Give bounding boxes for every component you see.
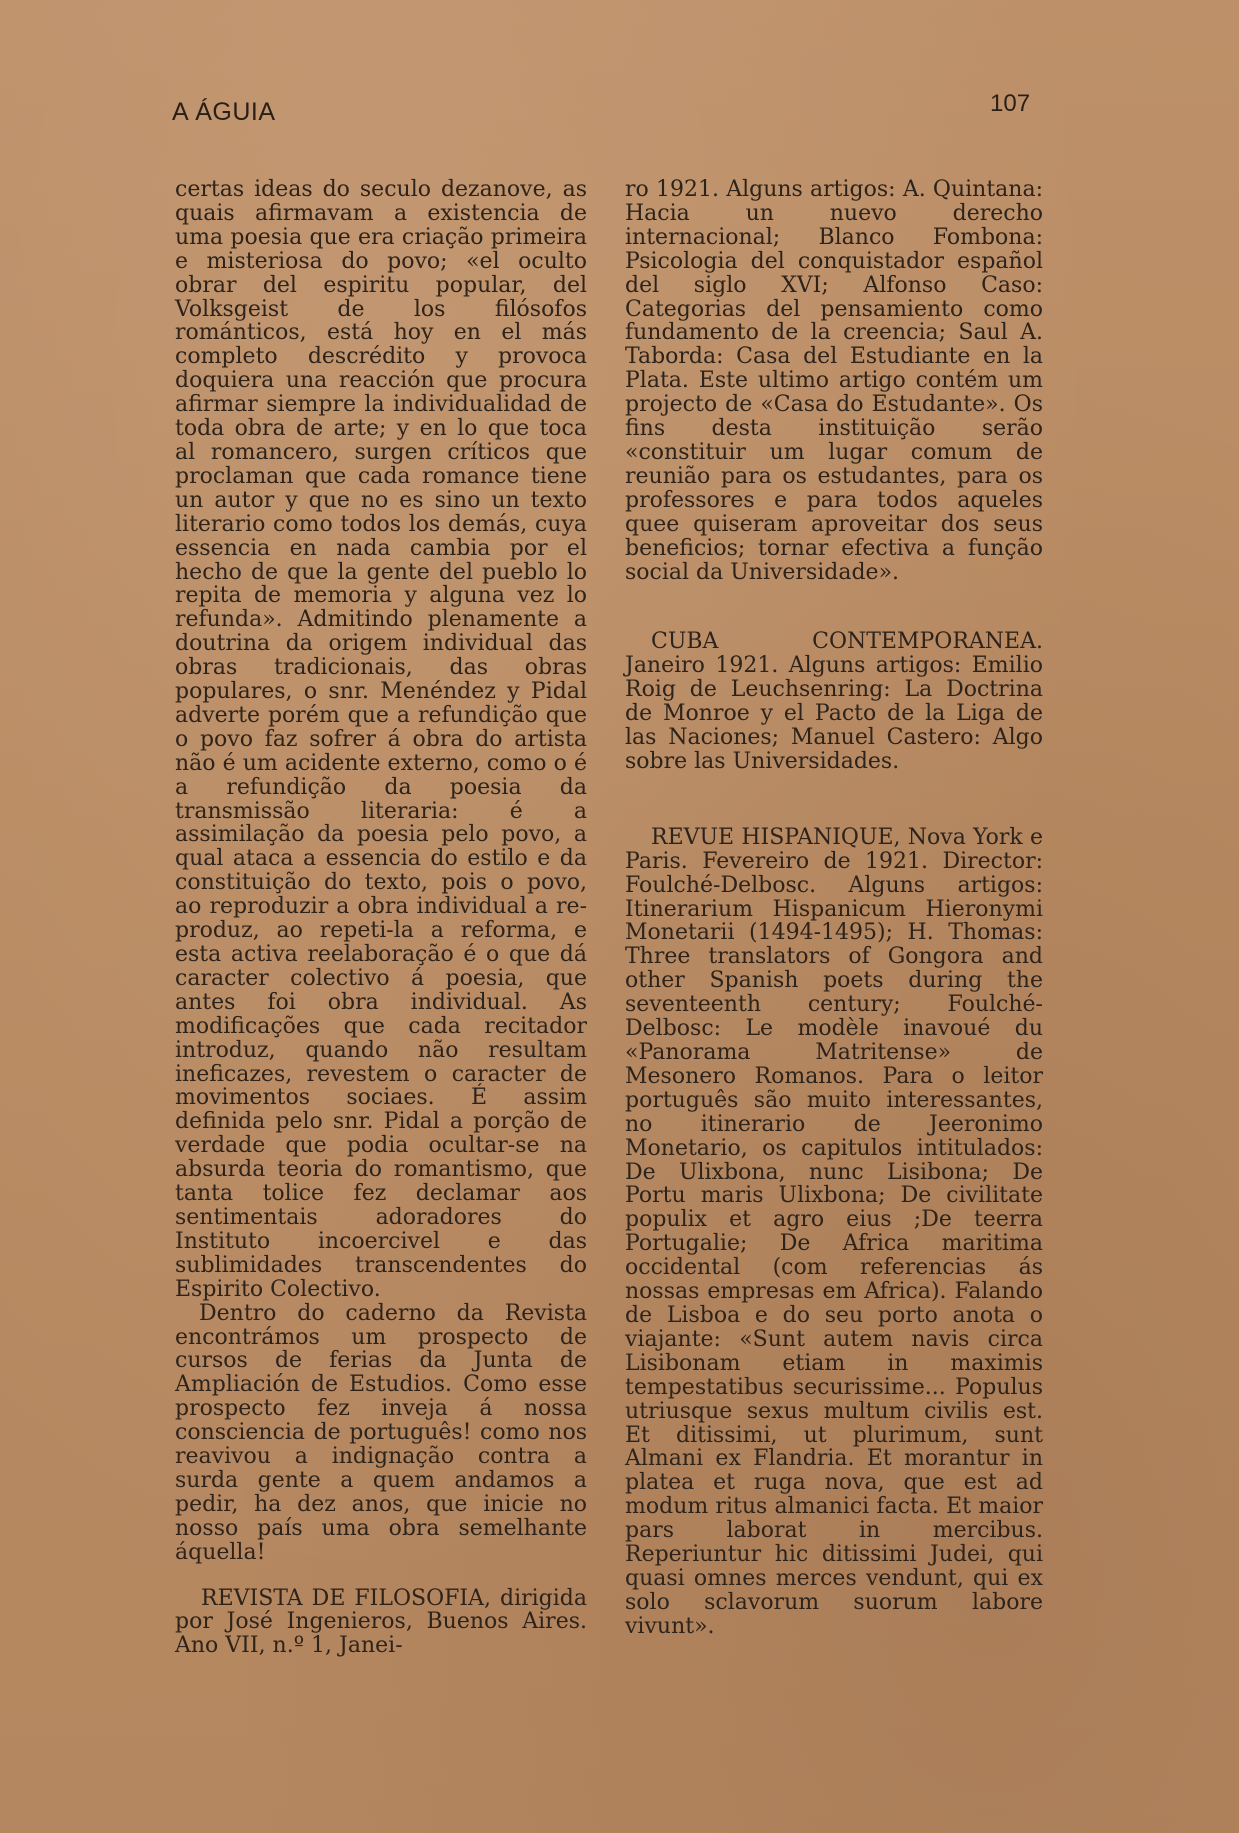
- paragraph-revista-de-filosofia-continued: ro 1921. Alguns artigos: A. Quintana: Hacia un nuevo derecho internacional; Blanco Fombona: Psicologia del conquistador español del siglo XVI; Alfonso Caso: Categorias del pensamiento como fundamento de la creencia; Saul A. Taborda: Casa del Estudiante en la Plata. Este ultimo artigo contém um projecto de «Casa do Estudante». Os fins desta instituição serão «constituir um lugar comum de reunião para os estudantes, para os professores e para todos aqueles quee quiseram aproveitar dos seus beneficios; tornar efectiva a função social da Universidade».: [625, 177, 1043, 585]
- entry-revista-de-filosofia: REVISTA DE FILOSOFIA, dirigida por José Ingenieros, Buenos Aires. Ano VII, n.º 1, Janei-: [175, 1585, 587, 1659]
- right-column: [625, 178, 1043, 1639]
- paragraph-junta-prospecto: Dentro do caderno da Revista encontrámos um prospecto de cursos de ferias da Junta de Ampliación de Estudios. Como esse prospecto fez inveja á nossa consciencia de português! como nos reavivou a indignação contra a surda gente a quem andamos a pedir, ha dez anos, que inicie no nosso país uma obra semelhante áquella!: [175, 1300, 587, 1565]
- entry-cuba-contemporanea: CUBA CONTEMPORANEA. Janeiro 1921. Alguns artigos: Emilio Roig de Leuchsenring: La Doctrina de Monroe y el Pacto de la Liga de las Naciones; Manuel Castero: Algo sobre las Universidades.: [625, 629, 1043, 774]
- running-head: A ÁGUIA: [172, 98, 276, 126]
- entry-revue-hispanique: REVUE HISPANIQUE, Nova York e Paris. Fevereiro de 1921. Director: Foulché-Delbosc. Alguns artigos: Itinerarium Hispanicum Hieronymi Monetarii (1494-1495); H. Thomas: Three translators of Gongora and other Spanish poets during the seventeenth century; Foulché-Delbosc: Le modèle inavoué du «Panorama Matritense» de Mesonero Romanos. Para o leitor português são muito interessantes, no itinerario de Jeeronimo Monetario, os capitulos intitulados: De Ulixbona, nunc Lisibona; De Portu maris Ulixbona; De civilitate populix et agro eius ;De teerra Portugalie; De Africa maritima occidental (com referencias ás nossas empresas em Africa). Falando de Lisboa e do seu porto anota o viajante: «Sunt autem navis circa Lisibonam etiam in maximis tempestatibus securissime... Populus utriusque sexus multum civilis est. Et ditissimi, ut plurimum, sunt Almani ex Flandria. Et morantur in platea et ruga nova, que est ad modum ritus almanici facta. Et maior pars laborat in mercibus. Reperiuntur hic ditissimi Judei, qui quasi omnes merces vendunt, qui ex solo sclavorum suorum labore vivunt».: [625, 824, 1043, 1639]
- paragraph-romancero-discussion: certas ideas do seculo dezanove, as quais afirmavam a existencia de uma poesia que era criação primeira e misteriosa do povo; «el oculto obrar del espiritu popular, del Volksgeist de los filósofos románticos, está hoy en el más completo descrédito y provoca doquiera una reacción que procura afirmar siempre la individualidad de toda obra de arte; y en lo que toca al romancero, surgen críticos que proclaman que cada romance tiene un autor y que no es sino un texto literario como todos los demás, cuya essencia en nada cambia por el hecho de que la gente del pueblo lo repita de memoria y alguna vez lo refunda». Admitindo plenamente a doutrina da origem individual das obras tradicionais, das obras populares, o snr. Menéndez y Pidal adverte porém que a refundição que o povo faz sofrer á obra do artista não é um acidente externo, como o é a refundição da poesia da transmissão literaria: é a assimilação da poesia pelo povo, a qual ataca a essencia do estilo e da constituição do texto, pois o povo, ao reproduzir a obra individual a re-produz, ao repeti-la a reforma, e esta activa reelaboração é o que dá caracter colectivo á poesia, que antes foi obra individual. As modificações que cada recitador introduz, quando não resultam ineficazes, revestem o caracter de movimentos sociaes. É assim definida pelo snr. Pidal a porção de verdade que podia ocultar-se na absurda teoria do romantismo, que tanta tolice fez declamar aos sentimentais adoradores do Instituto incoercivel e das sublimidades transcendentes do Espirito Colectivo.: [175, 177, 587, 1302]
- page-number: 107: [990, 90, 1031, 117]
- left-column: [175, 178, 587, 1658]
